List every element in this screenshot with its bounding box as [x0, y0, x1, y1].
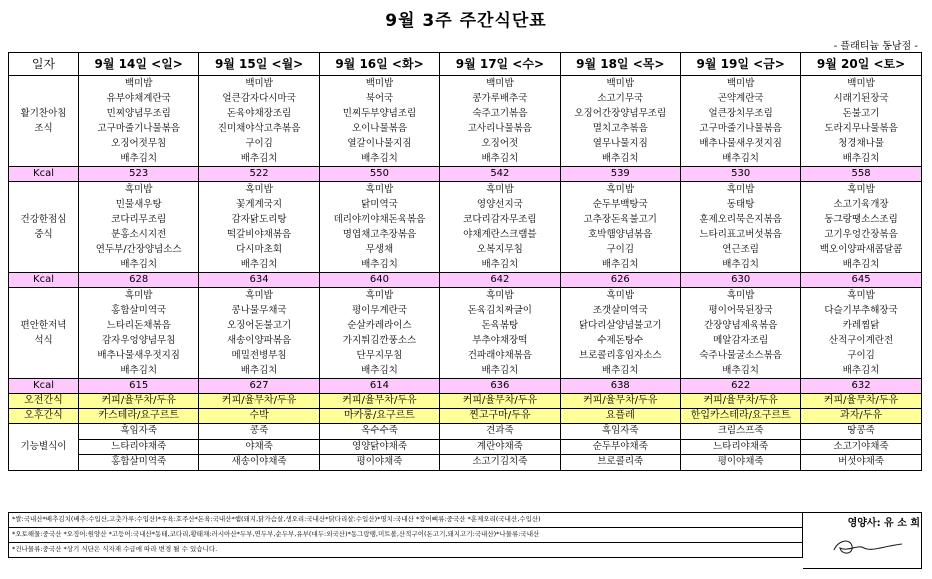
menu-item: 북어국 — [365, 93, 394, 104]
porridge-item: 계란야채죽 — [440, 440, 559, 456]
porridge-item: 콩죽 — [199, 424, 318, 440]
kcal-value: 630 — [680, 273, 800, 288]
menu-item: 백미밥 — [486, 78, 514, 89]
menu-item: 카레찜닭 — [842, 320, 880, 331]
meal-label-line: 건강한점심 — [20, 214, 67, 225]
kcal-value: 628 — [79, 273, 199, 288]
menu-item: 백미밥 — [245, 78, 273, 89]
menu-item: 감자닭도리탕 — [231, 214, 287, 225]
meal-cell — [79, 288, 199, 379]
snack-item: 카스테라/요구르트 — [79, 409, 199, 424]
menu-item: 배추김치 — [120, 259, 158, 270]
meal-row — [9, 288, 922, 379]
menu-item: 오징어젓 — [481, 138, 519, 149]
menu-item: 무생채 — [365, 244, 394, 255]
snack-item: 커피/율무차/두유 — [440, 394, 560, 409]
menu-item: 흑미밥 — [486, 290, 514, 301]
snack-item: 과자/두유 — [801, 409, 921, 424]
snack-item: 커피/율무차/두유 — [319, 394, 439, 409]
day-header: 9월 17일 <수> — [440, 53, 560, 76]
functional-cell — [680, 424, 800, 471]
page-title: 9월 3주 주간식단표 — [385, 11, 547, 31]
functional-cell — [199, 424, 319, 471]
menu-item: 배추김치 — [722, 153, 759, 164]
kcal-label: Kcal — [9, 167, 79, 182]
menu-item: 흑미밥 — [847, 184, 875, 195]
menu-item: 떡갈비야채볶음 — [226, 229, 292, 240]
menu-item: 돈육볶탕 — [481, 320, 519, 331]
menu-item: 곤약계란국 — [717, 93, 764, 104]
menu-item: 고기우엉간장볶음 — [824, 229, 898, 240]
menu-item: 영양선지국 — [476, 199, 523, 210]
menu-item: 닭미역국 — [361, 199, 398, 210]
menu-item: 열무나물지짐 — [592, 138, 648, 149]
meal-cell — [560, 288, 680, 379]
meal-label-line: 활기찬아침 — [20, 108, 67, 119]
menu-item: 다슬기부추해장국 — [824, 305, 898, 316]
meal-cell — [199, 182, 319, 273]
snack-item: 커피/율무차/두유 — [680, 394, 800, 409]
nutritionist-name: 영양사: 유 소 희 — [847, 518, 920, 529]
porridge-item: 홍합살미역죽 — [111, 456, 167, 467]
menu-item: 흑미밥 — [606, 184, 635, 195]
menu-item: 숙주고기볶음 — [472, 108, 528, 119]
menu-item: 수제돈탕수 — [597, 335, 644, 346]
menu-item: 배추김치 — [240, 259, 278, 270]
meal-cell — [560, 182, 680, 273]
menu-item: 건파래야채볶음 — [467, 350, 532, 361]
kcal-value: 642 — [440, 273, 560, 288]
menu-item: 명엽채고추장볶음 — [342, 229, 417, 240]
menu-item: 소고기무국 — [597, 93, 644, 104]
kcal-value: 634 — [199, 273, 319, 288]
meal-cell — [319, 182, 439, 273]
porridge-item: 버섯야채죽 — [838, 456, 884, 467]
meal-label-line: 편안한저녁 — [20, 320, 67, 331]
menu-item: 단무지무침 — [356, 350, 403, 361]
menu-item: 배추김치 — [842, 153, 880, 164]
menu-item: 흑미밥 — [365, 290, 394, 301]
menu-item: 간장양념제육볶음 — [703, 320, 778, 331]
meal-cell — [801, 182, 921, 273]
menu-item: 흑미밥 — [124, 184, 153, 195]
meal-cell — [560, 76, 680, 167]
menu-item: 느타리돈채볶음 — [106, 320, 171, 331]
menu-item: 동그랑땡소스조림 — [824, 214, 898, 225]
meal-cell — [79, 182, 199, 273]
meal-label — [9, 182, 79, 273]
menu-item: 꽃게계국지 — [236, 199, 283, 210]
kcal-label: Kcal — [9, 273, 79, 288]
menu-item: 브로콜리홍임자소스 — [578, 350, 662, 361]
menu-item: 배추김치 — [361, 259, 398, 270]
menu-item: 배추김치 — [842, 259, 880, 270]
meal-label-line: 석식 — [34, 335, 53, 346]
menu-item: 산적구이계란전 — [828, 335, 894, 346]
day-header: 9월 18일 <목> — [560, 53, 680, 76]
menu-item: 새송이양파볶음 — [226, 335, 292, 346]
meal-cell — [440, 182, 560, 273]
porridge-item: 견과죽 — [440, 424, 559, 440]
menu-item: 오복지무침 — [476, 244, 523, 255]
menu-item: 고추장돈육불고기 — [583, 214, 657, 225]
menu-item: 조갯살미역국 — [592, 305, 648, 316]
functional-label: 기능별식이 — [9, 424, 79, 471]
menu-item: 백미밥 — [124, 78, 153, 89]
kcal-value: 632 — [801, 379, 921, 394]
meal-row — [9, 76, 922, 167]
menu-item: 훈제오리묵은지볶음 — [699, 214, 782, 225]
menu-item: 배추김치 — [361, 153, 398, 164]
menu-item: 순두부백탕국 — [592, 199, 648, 210]
menu-item: 흑미밥 — [726, 290, 755, 301]
menu-item: 청경채나물 — [838, 138, 884, 149]
day-header: 9월 16일 <화> — [319, 53, 439, 76]
day-header: 9월 14일 <일> — [79, 53, 199, 76]
meal-cell — [199, 76, 319, 167]
snack-item: 수박 — [199, 409, 319, 424]
menu-item: 배추김치 — [240, 153, 278, 164]
menu-item: 배추김치 — [601, 259, 639, 270]
meal-label-line: 조식 — [34, 123, 53, 134]
snack-item: 한입카스테라/요구르트 — [680, 409, 800, 424]
day-header: 9월 19일 <금> — [680, 53, 800, 76]
kcal-value: 638 — [560, 379, 680, 394]
menu-item: 배추김치 — [481, 259, 519, 270]
menu-item: 코다리무조림 — [111, 214, 167, 225]
porridge-item: 새송이야채죽 — [231, 456, 287, 467]
meal-cell — [680, 76, 800, 167]
menu-item: 흑미밥 — [606, 290, 635, 301]
porridge-item: 순두부야채죽 — [561, 440, 680, 456]
porridge-item: 소고기김치죽 — [472, 456, 528, 467]
menu-item: 흑미밥 — [245, 184, 273, 195]
kcal-value: 626 — [560, 273, 680, 288]
kcal-value: 542 — [440, 167, 560, 182]
porridge-item: 땅콩죽 — [801, 424, 920, 440]
menu-item: 배추김치 — [601, 153, 639, 164]
menu-item: 오징어간장양념무조림 — [574, 108, 667, 119]
kcal-value: 558 — [801, 167, 921, 182]
snack-label: 오전간식 — [9, 394, 79, 409]
menu-item: 배추나물새우젓지짐 — [97, 350, 180, 361]
menu-item: 흑미밥 — [365, 184, 394, 195]
functional-row — [9, 424, 922, 471]
menu-item: 멸치고추볶음 — [592, 123, 648, 134]
menu-item: 배추김치 — [722, 365, 759, 376]
porridge-item: 야채죽 — [199, 440, 318, 456]
porridge-item: 옥수수죽 — [320, 424, 439, 440]
meal-cell — [440, 76, 560, 167]
functional-cell — [801, 424, 921, 471]
kcal-row — [9, 167, 922, 182]
meal-row — [9, 182, 922, 273]
meal-cell — [199, 288, 319, 379]
menu-item: 콩나물무채국 — [231, 305, 287, 316]
menu-item: 유부야채계란국 — [106, 93, 171, 104]
menu-item: 구이김 — [847, 350, 875, 361]
menu-item: 흑미밥 — [726, 184, 755, 195]
menu-item: 배추김치 — [722, 259, 759, 270]
origin-note: *쌀:국내산*배추김치(배추:수입산,고춧가루:수입산)*우육:호주산*돈육:국내산*햄(돼지,닭가슴살,생오리:국내산*닭다리살:수입산)*명치:국내산 *장어뼈류:중국산 *훈제오리(국내산,수입산) — [8, 512, 803, 528]
origin-note: *건나물류:중국산 *상기 식단은 식자재 수급에 따라 변경 될 수 있습니다. — [8, 543, 803, 558]
meal-cell — [319, 76, 439, 167]
menu-item: 홍합살미역국 — [111, 305, 167, 316]
menu-item: 오이나물볶음 — [351, 123, 407, 134]
menu-item: 메밀전병부침 — [231, 350, 287, 361]
menu-item: 코다리감자무조림 — [463, 214, 537, 225]
snack-item: 커피/율무차/두유 — [560, 394, 680, 409]
kcal-value: 614 — [319, 379, 439, 394]
menu-item: 호박햄양념볶음 — [588, 229, 653, 240]
menu-item: 돈불고기 — [842, 108, 880, 119]
kcal-row — [9, 379, 922, 394]
menu-item: 배추김치 — [481, 153, 519, 164]
menu-item: 민찌양념무조림 — [106, 108, 171, 119]
menu-item: 콩가루배추국 — [472, 93, 528, 104]
menu-item: 다시마초회 — [236, 244, 283, 255]
menu-item: 백미밥 — [726, 78, 755, 89]
snack-item: 찐고구마/두유 — [440, 409, 560, 424]
kcal-value: 523 — [79, 167, 199, 182]
menu-item: 데리야끼야채돈육볶음 — [333, 214, 426, 225]
menu-item: 고구마줄기나물볶음 — [699, 123, 782, 134]
menu-item: 배추김치 — [842, 365, 880, 376]
menu-item: 감자우엉양념무침 — [101, 335, 176, 346]
meal-label — [9, 288, 79, 379]
origin-note: *오토해물:중국산 *오징어:원양산 *고등어:국내산*동태,코다리,황태채:러시아산*두부,연두부,순두부,유부(대두:외국산)*동그랑땡,미트볼,산적구이(돈고기,돼지고기:국내산)*나물류:국내산 — [8, 528, 803, 543]
menu-item: 배추김치 — [240, 365, 278, 376]
snack-item: 요플레 — [560, 409, 680, 424]
origin-notes — [8, 512, 803, 558]
menu-item: 얼큰장치무조림 — [708, 108, 773, 119]
menu-item: 열갈이나물지짐 — [347, 138, 412, 149]
menu-item: 구이김 — [606, 244, 635, 255]
menu-item: 백미밥 — [847, 78, 875, 89]
kcal-value: 615 — [79, 379, 199, 394]
meal-cell — [440, 288, 560, 379]
menu-item: 메알감자조림 — [713, 335, 769, 346]
menu-item: 평이무계란국 — [351, 305, 407, 316]
menu-item: 소고기육개장 — [833, 199, 889, 210]
menu-item: 고구마줄기나물볶음 — [97, 123, 180, 134]
menu-item: 배추김치 — [120, 365, 158, 376]
menu-item: 고사리나물볶음 — [467, 123, 532, 134]
menu-item: 도라지무나물볶음 — [824, 123, 898, 134]
functional-cell — [440, 424, 560, 471]
meal-cell — [680, 288, 800, 379]
porridge-item: 브로콜리죽 — [597, 456, 644, 467]
menu-item: 백오이양파새콤달콤 — [819, 244, 903, 255]
menu-item: 동태탕 — [726, 199, 755, 210]
menu-item: 백미밥 — [606, 78, 635, 89]
menu-item: 분홍소시지전 — [111, 229, 167, 240]
kcal-value: 640 — [319, 273, 439, 288]
day-header: 9월 15일 <월> — [199, 53, 319, 76]
porridge-item: 영양닭야채죽 — [320, 440, 439, 456]
kcal-value: 539 — [560, 167, 680, 182]
porridge-item: 크림스프죽 — [681, 424, 800, 440]
kcal-row — [9, 273, 922, 288]
meal-cell — [801, 76, 921, 167]
kcal-value: 636 — [440, 379, 560, 394]
menu-item: 오징어젓무침 — [111, 138, 167, 149]
menu-item: 흑미밥 — [124, 290, 153, 301]
weekly-menu-table — [8, 52, 922, 471]
kcal-value: 522 — [199, 167, 319, 182]
meal-cell — [79, 76, 199, 167]
kcal-value: 550 — [319, 167, 439, 182]
snack-item: 커피/율무차/두유 — [199, 394, 319, 409]
header-row — [9, 53, 922, 76]
kcal-label: Kcal — [9, 379, 79, 394]
meal-cell — [319, 288, 439, 379]
kcal-value: 622 — [680, 379, 800, 394]
menu-item: 민찌두부양념조림 — [342, 108, 417, 119]
porridge-item: 소고기야채죽 — [801, 440, 920, 456]
snack-row — [9, 409, 922, 424]
menu-item: 순살카레라이스 — [347, 320, 412, 331]
menu-item: 가지튀김깐풍소스 — [342, 335, 417, 346]
menu-item: 연근조림 — [722, 244, 759, 255]
porridge-item: 흑임자죽 — [79, 424, 198, 440]
meal-label-line: 중식 — [34, 229, 53, 240]
menu-item: 구이김 — [245, 138, 273, 149]
snack-label: 오후간식 — [9, 409, 79, 424]
menu-item: 배추김치 — [481, 365, 519, 376]
snack-item: 마카롱/요구르트 — [319, 409, 439, 424]
menu-item: 느타리표고버섯볶음 — [699, 229, 782, 240]
menu-item: 오징어돈불고기 — [226, 320, 292, 331]
menu-item: 배추김치 — [601, 365, 639, 376]
menu-item: 배추김치 — [361, 365, 398, 376]
menu-item: 연두부/간장양념소스 — [95, 244, 182, 255]
menu-item: 숙주나물굴소스볶음 — [699, 350, 782, 361]
meal-cell — [680, 182, 800, 273]
menu-item: 흑미밥 — [847, 290, 875, 301]
menu-item: 백미밥 — [365, 78, 394, 89]
kcal-value: 645 — [801, 273, 921, 288]
snack-row — [9, 394, 922, 409]
branch-subtitle: - 플래티늄 동남점 - — [833, 41, 918, 52]
porridge-item: 흑임자죽 — [561, 424, 680, 440]
kcal-value: 530 — [680, 167, 800, 182]
kcal-value: 627 — [199, 379, 319, 394]
menu-item: 닭다리살양념불고기 — [578, 320, 662, 331]
menu-item: 배추김치 — [120, 153, 158, 164]
menu-item: 흑미밥 — [245, 290, 273, 301]
menu-item: 민물새우탕 — [115, 199, 162, 210]
menu-item: 얼큰감자다시마국 — [222, 93, 296, 104]
functional-cell — [79, 424, 199, 471]
functional-cell — [319, 424, 439, 471]
porridge-item: 느타리야채죽 — [79, 440, 198, 456]
date-column-header: 일자 — [9, 53, 79, 76]
menu-item: 돈육김치짜글이 — [467, 305, 532, 316]
menu-item: 시래기된장국 — [833, 93, 889, 104]
snack-item: 커피/율무차/두유 — [79, 394, 199, 409]
porridge-item: 느타리야채죽 — [681, 440, 800, 456]
functional-cell — [560, 424, 680, 471]
signature — [828, 530, 910, 560]
menu-item: 돈육야채장조림 — [226, 108, 292, 119]
menu-item: 진미채야삭고추볶음 — [217, 123, 301, 134]
menu-item: 야채계란스크램블 — [463, 229, 537, 240]
menu-item: 부추야채장떡 — [472, 335, 528, 346]
porridge-item: 평이야채죽 — [356, 456, 403, 467]
menu-item: 평이어묵된장국 — [708, 305, 773, 316]
porridge-item: 평이야채죽 — [717, 456, 764, 467]
meal-label — [9, 76, 79, 167]
menu-item: 배추나물새우젓지짐 — [699, 138, 782, 149]
meal-cell — [801, 288, 921, 379]
menu-item: 흑미밥 — [486, 184, 514, 195]
day-header: 9월 20일 <토> — [801, 53, 921, 76]
snack-item: 커피/율무차/두유 — [801, 394, 921, 409]
